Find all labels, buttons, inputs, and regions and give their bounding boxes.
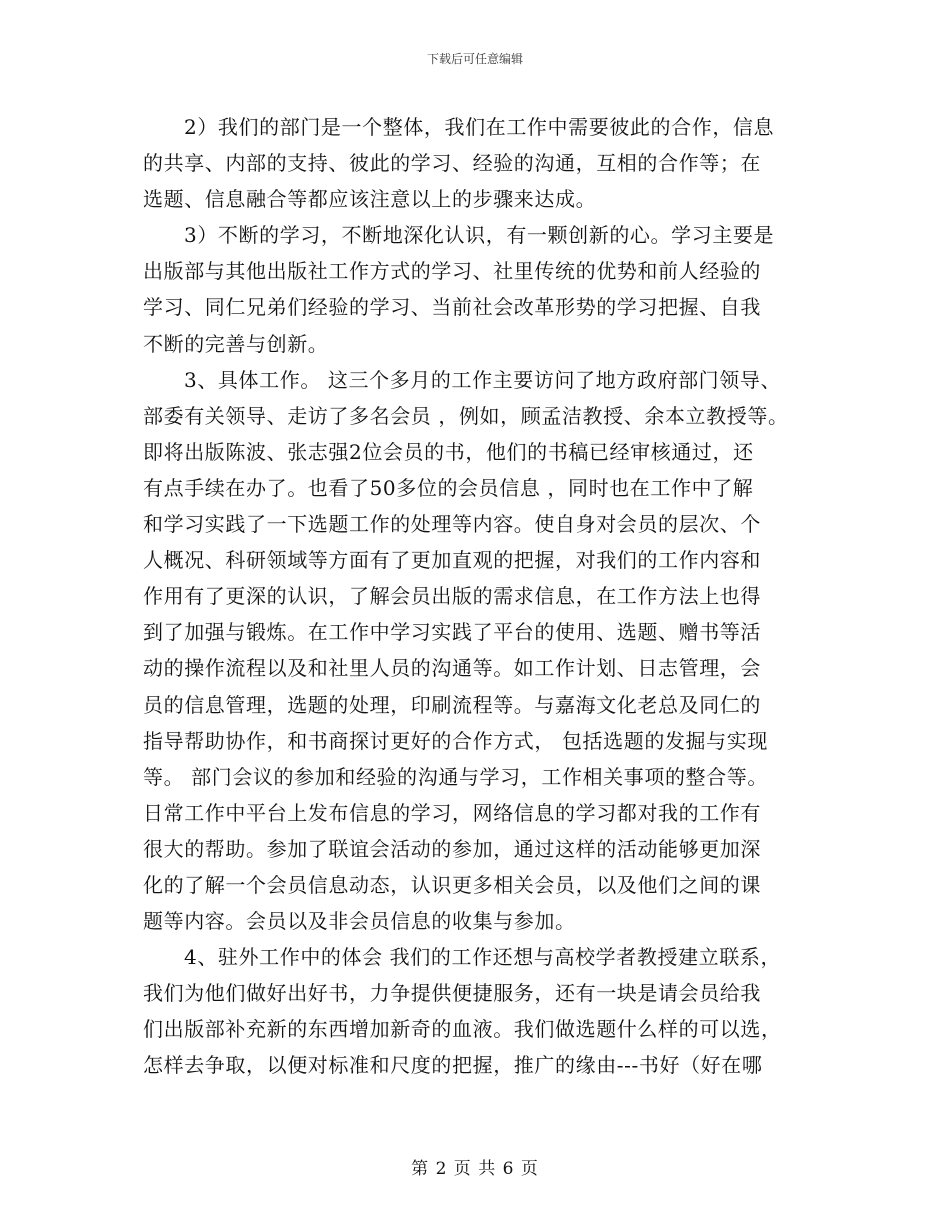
- text-line: 3）不断的学习，不断地深化认识，有一颗创新的心。学习主要是: [184, 223, 775, 248]
- text-line: 员的信息管理，选题的处理，印刷流程等。与嘉海文化老总及同仁的: [143, 692, 761, 717]
- text-line: 等。 部门会议的参加和经验的沟通与学习，工作相关事项的整合等。: [143, 764, 768, 789]
- text-line: 我们为他们做好出好书，力争提供便捷服务，还有一块是请会员给我: [143, 981, 761, 1006]
- text-line: 日常工作中平台上发布信息的学习，网络信息的学习都对我的工作有: [143, 800, 761, 825]
- page-number-footer: 第 2 页 共 6 页: [411, 1159, 539, 1179]
- text-line: 作用有了更深的认识，了解会员出版的需求信息，在工作方法上也得: [143, 584, 761, 609]
- text-line: 化的了解一个会员信息动态，认识更多相关会员，以及他们之间的课: [143, 872, 761, 897]
- text-line: 指导帮助协作，和书商探讨更好的合作方式， 包括选题的发掘与实现: [143, 728, 768, 753]
- text-line: 出版部与其他出版社工作方式的学习、社里传统的优势和前人经验的: [143, 259, 761, 284]
- text-line: 4、驻外工作中的体会 我们的工作还想与高校学者教授建立联系，: [184, 945, 782, 970]
- text-line: 3、具体工作。 这三个多月的工作主要访问了地方政府部门领导、: [184, 367, 782, 392]
- text-line: 们出版部补充新的东西增加新奇的血液。我们做选题什么样的可以选，: [143, 1017, 782, 1042]
- text-line: 怎样去争取，以便对标准和尺度的把握，推广的缘由---书好（好在哪: [143, 1053, 763, 1078]
- page-header: 下载后可任意编辑: [426, 52, 523, 66]
- text-line: 选题、信息融合等都应该注意以上的步骤来达成。: [143, 187, 597, 212]
- text-line: 动的操作流程以及和社里人员的沟通等。如工作计划、日志管理，会: [143, 656, 761, 681]
- text-line: 的共享、内部的支持、彼此的学习、经验的沟通，互相的合作等；在: [143, 151, 761, 176]
- text-line: 有点手续在办了。也看了50多位的会员信息 ，同时也在工作中了解: [143, 475, 754, 500]
- text-line: 到了加强与锻炼。在工作中学习实践了平台的使用、选题、赠书等活: [143, 620, 761, 645]
- text-line: 学习、同仁兄弟们经验的学习、当前社会改革形势的学习把握、自我: [143, 295, 761, 320]
- text-line: 和学习实践了一下选题工作的处理等内容。使自身对会员的层次、个: [143, 512, 761, 537]
- text-line: 不断的完善与创新。: [143, 331, 329, 356]
- text-line: 人概况、科研领域等方面有了更加直观的把握，对我们的工作内容和: [143, 548, 761, 573]
- text-line: 很大的帮助。参加了联谊会活动的参加，通过这样的活动能够更加深: [143, 836, 761, 861]
- text-line: 2）我们的部门是一个整体，我们在工作中需要彼此的合作，信息: [184, 115, 775, 139]
- text-line: 即将出版陈波、张志强2位会员的书，他们的书稿已经审核通过，还: [143, 439, 754, 464]
- document-body: [143, 109, 823, 1084]
- text-line: 部委有关领导、走访了多名会员 ，例如，顾孟洁教授、余本立教授等。: [143, 403, 789, 428]
- text-line: 题等内容。会员以及非会员信息的收集与参加。: [143, 909, 576, 934]
